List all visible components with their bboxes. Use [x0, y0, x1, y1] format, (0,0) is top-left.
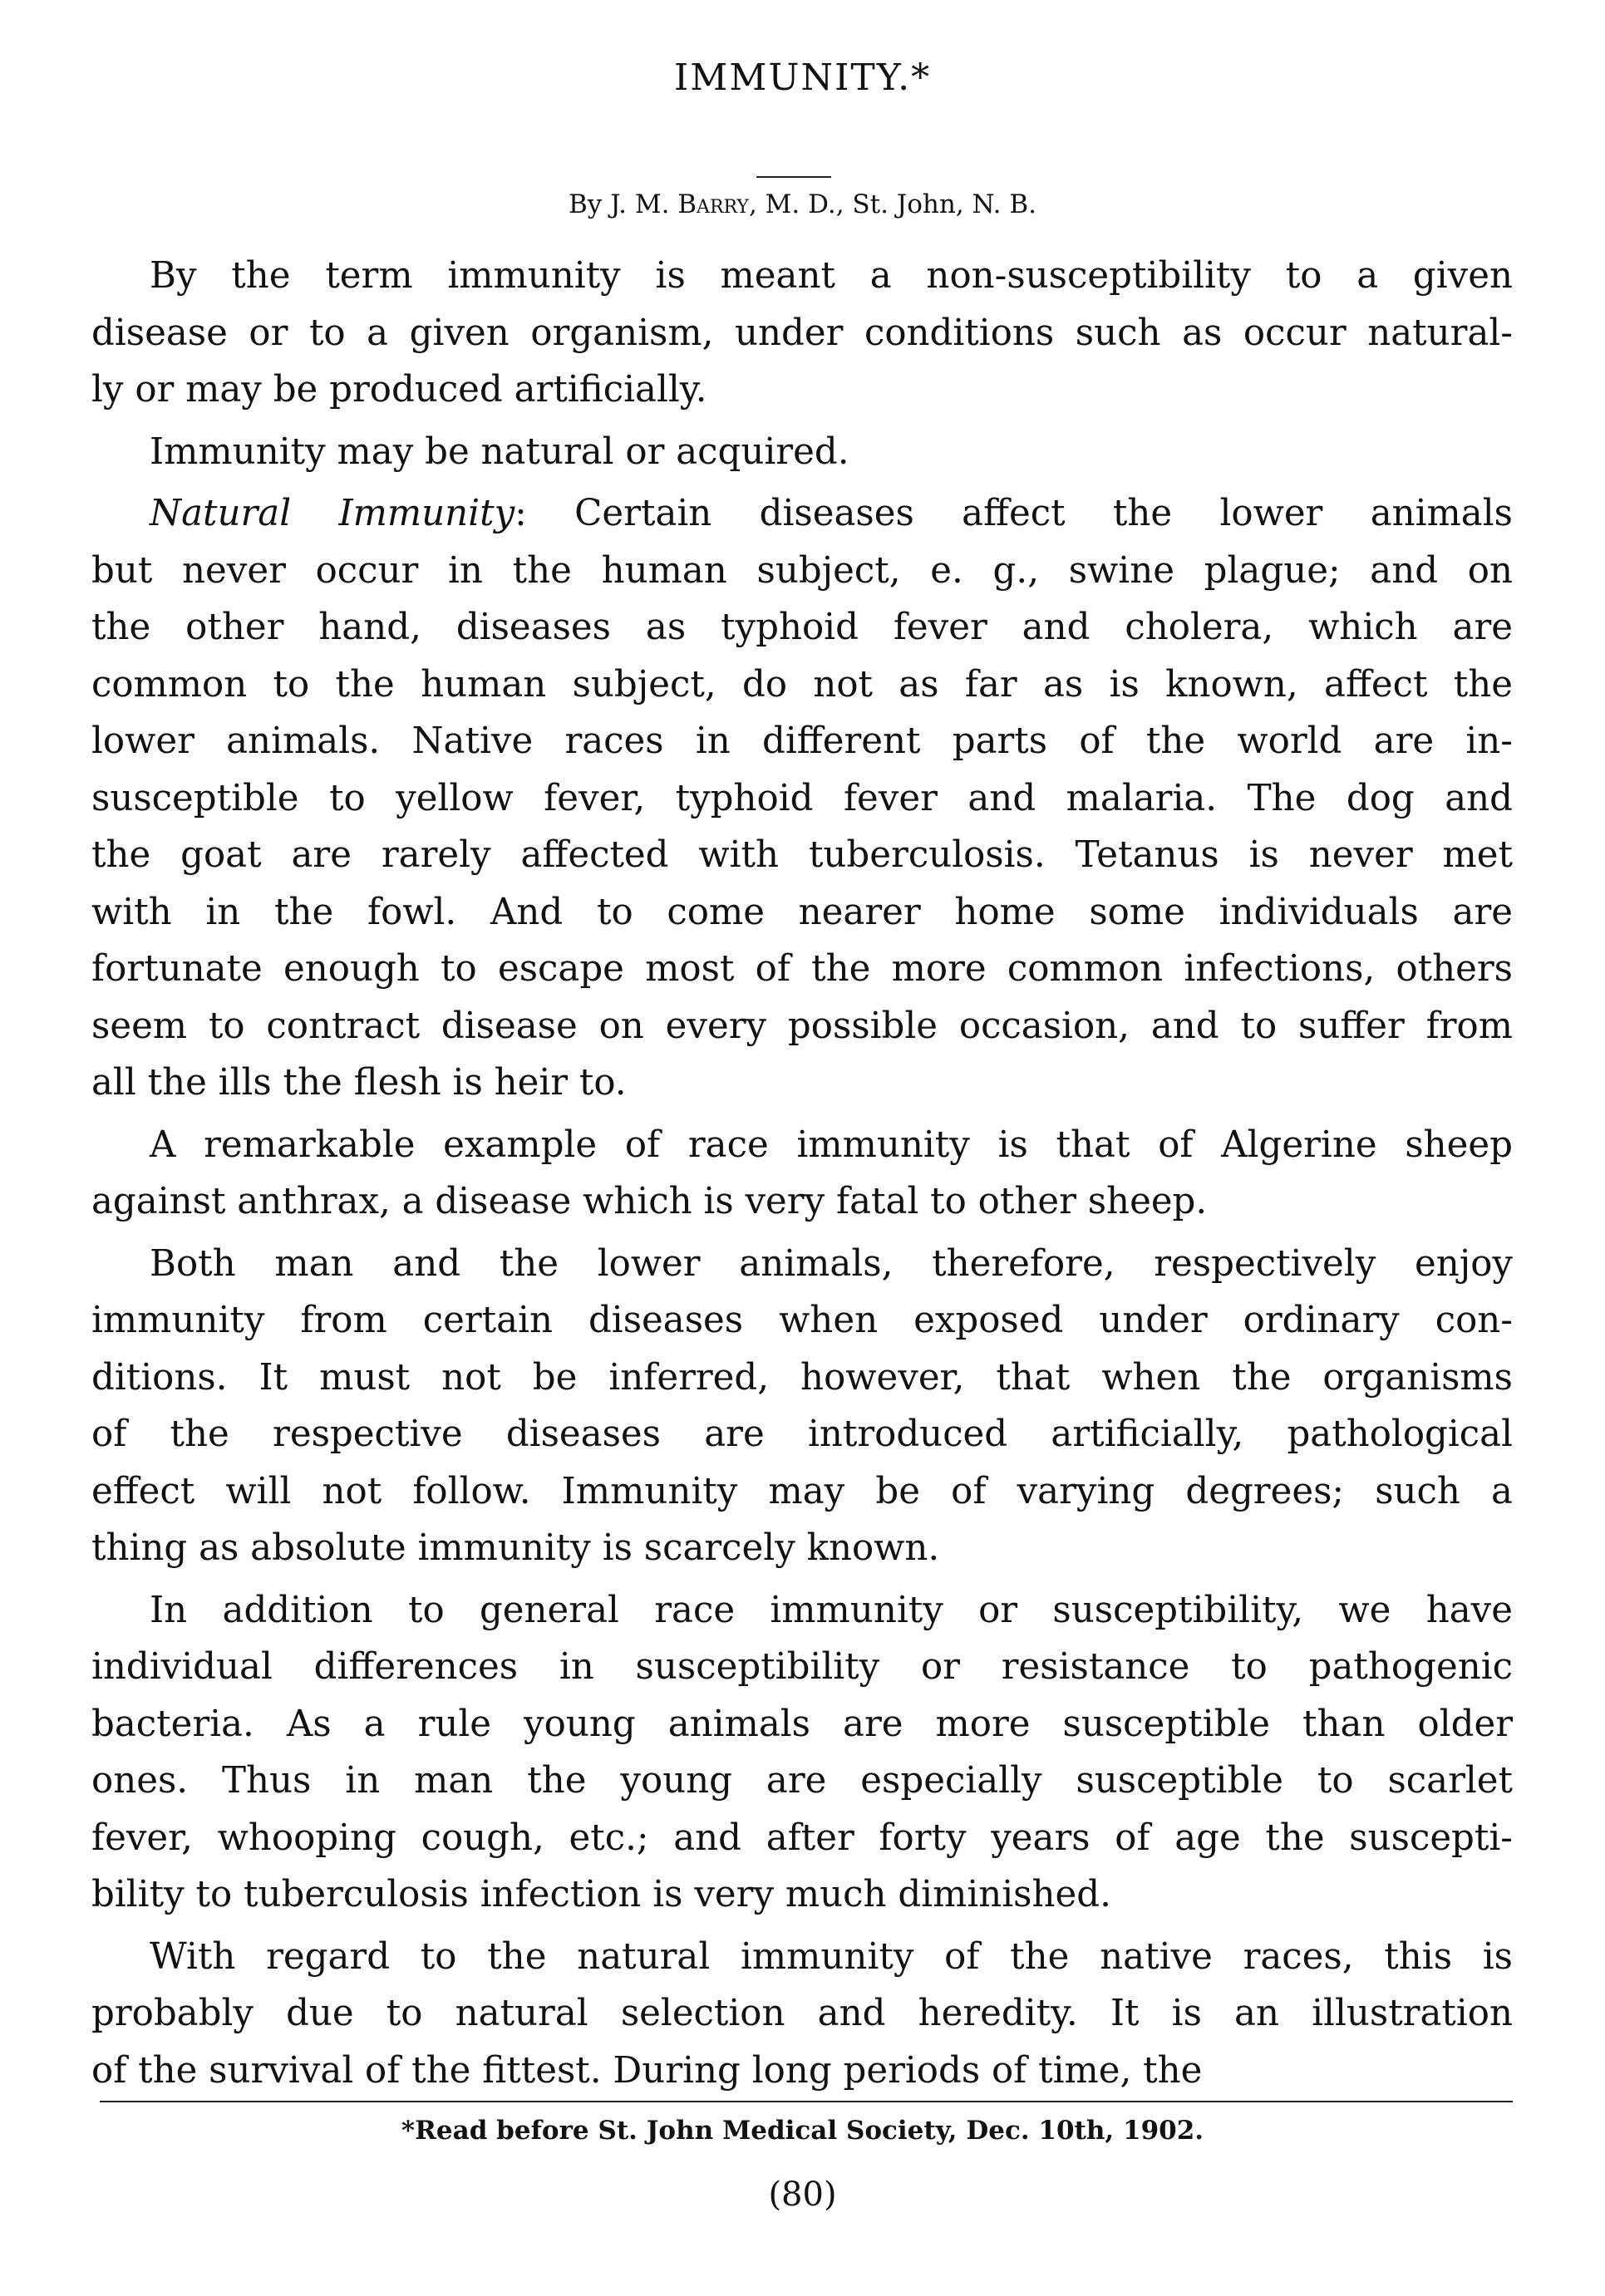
text-line: ly or may be produced artificially. [91, 369, 707, 411]
text-line: Natural Immunity: Certain diseases affect the lower animals [150, 493, 1513, 534]
text-line: susceptible to yellow fever, typhoid fever and malaria. The dog and [91, 777, 1513, 819]
text-line: bility to tuberculosis infection is very much diminished. [91, 1874, 1111, 1915]
paragraph [91, 424, 1513, 481]
text-line: of the respective diseases are introduced artificially, pathological [91, 1413, 1513, 1455]
article-title: IMMUNITY.* [673, 57, 932, 99]
paragraph [91, 485, 1513, 1112]
article-body [91, 248, 1513, 2099]
text-line: With regard to the natural immunity of the native races, this is [150, 1935, 1513, 1978]
text-line: Immunity may be natural or acquired. [150, 430, 849, 473]
paragraph [91, 248, 1513, 419]
byline-suffix: , M. D., St. John, N. B. [748, 189, 1037, 219]
text-line: with in the fowl. And to come nearer home some individuals are [91, 891, 1513, 933]
paragraph [91, 1117, 1513, 1231]
paragraph [91, 1582, 1513, 1924]
text-line: effect will not follow. Immunity may be of varying degrees; such a [91, 1470, 1513, 1512]
article-byline [0, 189, 1605, 219]
byline-prefix: By J. M. [568, 189, 678, 219]
text-line: probably due to natural selection and heredity. It is an illustration [91, 1993, 1513, 2034]
paragraph [91, 1929, 1513, 2100]
text-line: the other hand, diseases as typhoid fever and cholera, which are [91, 607, 1513, 648]
text-line: thing as absolute immunity is scarcely known. [91, 1527, 940, 1569]
text-line: fortunate enough to escape most of the more common infections, others [91, 948, 1513, 990]
section-lead: Natural Immunity [150, 493, 515, 534]
text-line: of the survival of the fittest. During long periods of time, the [91, 2049, 1203, 2092]
text-line: fever, whooping cough, etc.; and after forty years of age the suscepti- [91, 1817, 1513, 1859]
text-line: lower animals. Native races in different parts of the world are in- [91, 720, 1513, 762]
text-line: By the term immunity is meant a non-susceptibility to a given [150, 255, 1513, 297]
text-line: but never occur in the human subject, e. g., swine plague; and on [91, 549, 1513, 592]
page-number: (80) [768, 2176, 837, 2214]
text-line: the goat are rarely affected with tuberculosis. Tetanus is never met [91, 834, 1513, 876]
footnote-rule [100, 2101, 1513, 2102]
text-line: against anthrax, a disease which is very fatal to other sheep. [91, 1181, 1208, 1222]
text-line: common to the human subject, do not as far as is known, affect the [91, 663, 1513, 706]
text-line: A remarkable example of race immunity is that of Algerine sheep [150, 1123, 1513, 1166]
author-surname: Barry [677, 189, 749, 219]
title-rule [756, 176, 831, 178]
paragraph [91, 1236, 1513, 1577]
text-line: immunity from certain diseases when exposed under ordinary con- [91, 1300, 1513, 1341]
text-line: individual differences in susceptibility or resistance to pathogenic [91, 1646, 1513, 1688]
text-line: ditions. It must not be inferred, however, that when the organisms [91, 1356, 1513, 1399]
text-line: ones. Thus in man the young are especially susceptible to scarlet [91, 1760, 1513, 1802]
footnote: *Read before St. John Medical Society, Dec. 10th, 1902. [401, 2116, 1204, 2146]
text-line: bacteria. As a rule young animals are more susceptible than older [91, 1703, 1513, 1745]
text-line: In addition to general race immunity or susceptibility, we have [150, 1589, 1513, 1631]
text-line: Both man and the lower animals, therefore, respectively enjoy [150, 1242, 1513, 1285]
text-line: seem to contract disease on every possible occasion, and to suffer from [91, 1005, 1513, 1047]
text-line: disease or to a given organism, under conditions such as occur natural- [91, 312, 1513, 354]
text-line: all the ills the flesh is heir to. [91, 1062, 627, 1104]
